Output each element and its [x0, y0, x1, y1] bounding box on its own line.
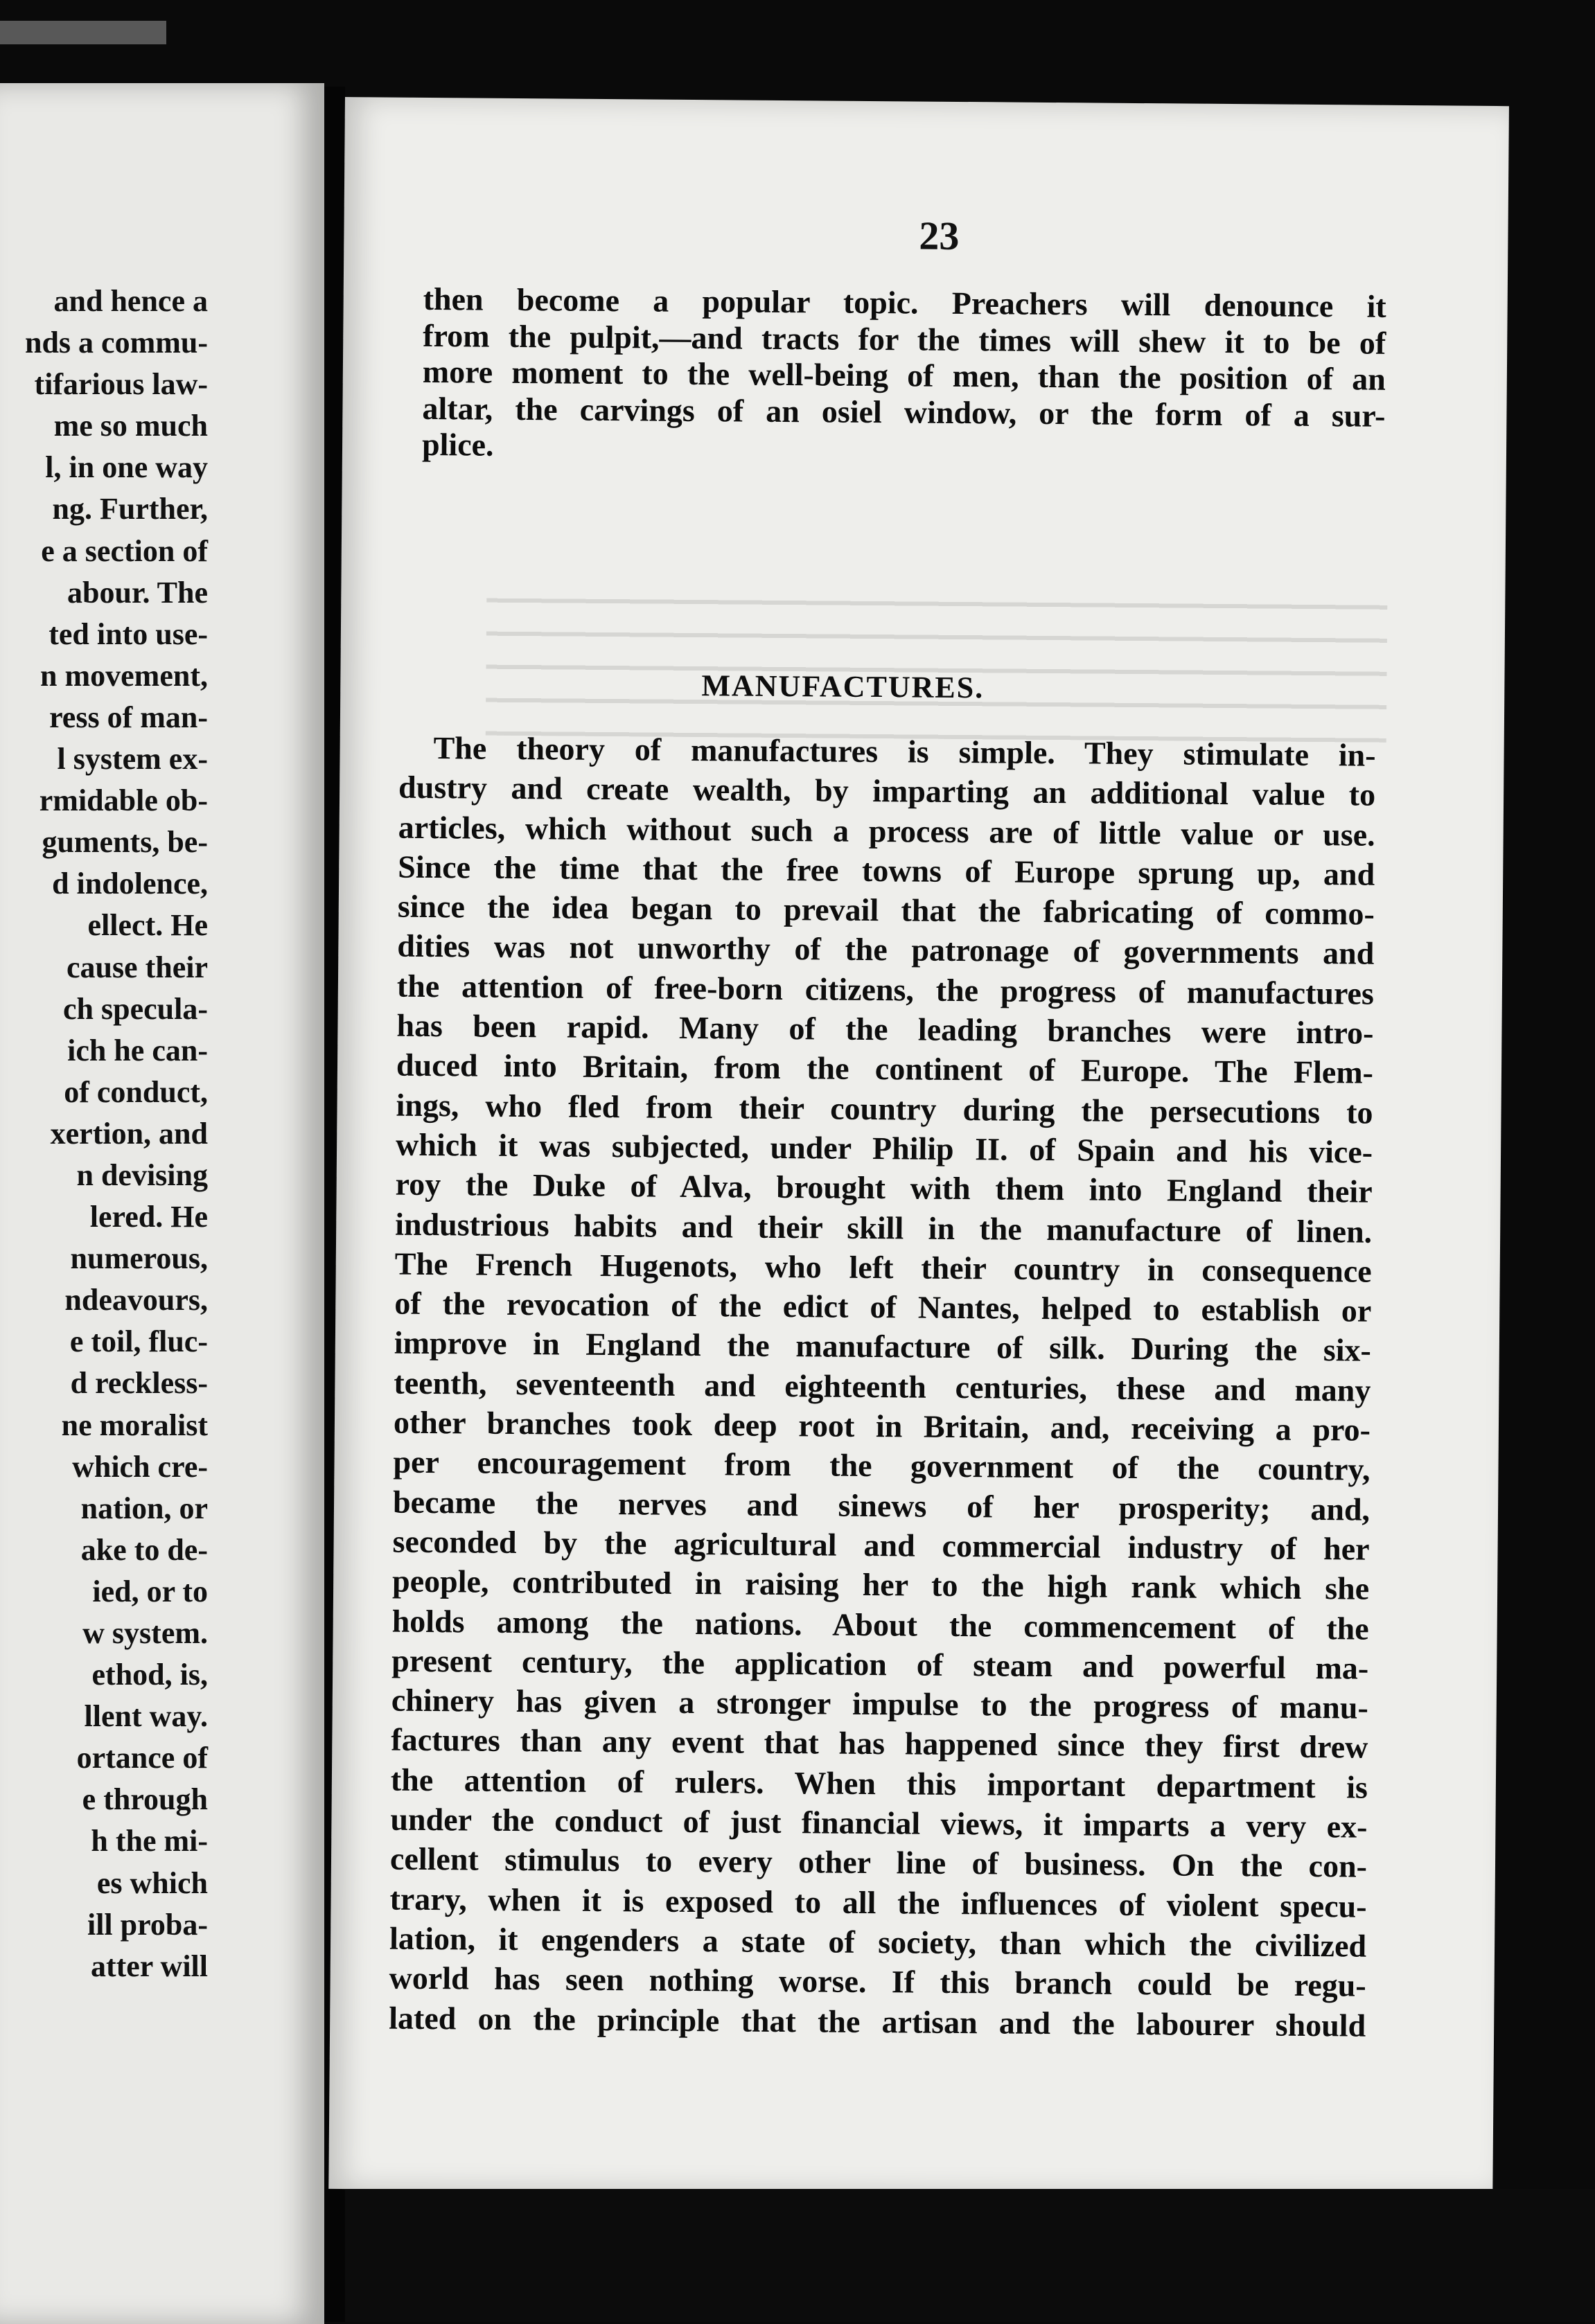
left-page-line: e a section of	[41, 533, 208, 568]
body-line: became the nerves and sinews of her prosperity; and,	[392, 1484, 1371, 1527]
body-line: the attention of free-born citizens, the progress of manufactures	[396, 968, 1375, 1011]
scan-edge-strip	[0, 21, 166, 44]
body-line: under the conduct of just financial views, it imparts a very ex-	[390, 1801, 1368, 1845]
right-page	[328, 97, 1509, 2198]
left-page-line: d indolence,	[52, 867, 208, 901]
intro-line: altar, the carvings of an osiel window, or the form of a sur-	[422, 390, 1386, 434]
scan-top-border	[0, 0, 1595, 97]
intro-line: plice.	[421, 427, 494, 463]
scan-bottom-border	[345, 2189, 1595, 2322]
left-page-line: ill proba-	[87, 1907, 208, 1942]
body-line: The theory of manufactures is simple. They stimulate in-	[433, 730, 1376, 773]
left-page-line: w system.	[82, 1616, 208, 1650]
body-line: the attention of rulers. When this important department is	[390, 1762, 1368, 1805]
left-page-line: l, in one way	[45, 450, 208, 485]
left-page-line: and hence a	[53, 284, 208, 318]
left-page-line: atter will	[90, 1949, 208, 1983]
left-page-line: ch specula-	[63, 991, 208, 1026]
left-page-line: n devising	[76, 1157, 208, 1192]
left-page-line: cause their	[66, 950, 208, 984]
left-page-line: ress of man-	[49, 700, 208, 734]
body-line: cellent stimulus to every other line of business. On the con-	[389, 1840, 1368, 1884]
left-page-line: es which	[96, 1865, 208, 1900]
left-page-line: which cre-	[72, 1449, 208, 1484]
left-page-line: rmidable ob-	[39, 783, 208, 818]
intro-paragraph	[422, 281, 1386, 471]
left-page-line: e toil, fluc-	[69, 1324, 208, 1359]
body-line: which it was subjected, under Philip II. of Spain and his vice-	[395, 1126, 1373, 1170]
scan-right-border	[1509, 97, 1595, 2322]
body-line: lated on the principle that the artisan and the labourer should	[389, 2000, 1366, 2043]
body-line: chinery has given a stronger impulse to the progress of manu-	[391, 1682, 1368, 1726]
body-line: articles, which without such a process are of little value or use.	[398, 809, 1375, 853]
left-page-line: ied, or to	[92, 1574, 208, 1608]
left-page-line: ng. Further,	[52, 492, 208, 526]
bleed-through-text	[486, 583, 1388, 743]
body-line: other branches took deep root in Britain, and, receiving a pro-	[393, 1404, 1371, 1448]
body-line: industrious habits and their skill in the manufacture of linen.	[395, 1206, 1373, 1250]
left-page-line: llent way.	[84, 1699, 208, 1734]
left-page-line: tifarious law-	[34, 367, 208, 402]
body-line: holds among the nations. About the commencement of the	[391, 1603, 1369, 1647]
left-page-line: h the mi-	[91, 1824, 208, 1859]
body-line: The French Hugenots, who left their country in consequence	[394, 1245, 1372, 1289]
page-number: 23	[919, 213, 960, 258]
left-page-line: nds a commu-	[24, 326, 208, 360]
body-line: world has seen nothing worse. If this branch could be regu-	[389, 1960, 1366, 2003]
body-line: lation, it engenders a state of society, than which the civilized	[389, 1920, 1367, 1964]
left-page-line: numerous,	[70, 1241, 208, 1276]
body-line: dustry and create wealth, by imparting an additional value to	[398, 769, 1376, 813]
left-page-line: l system ex-	[57, 742, 208, 777]
body-line: ings, who fled from their country during the persecutions to	[396, 1087, 1373, 1130]
left-page-line: ndeavours,	[64, 1283, 208, 1318]
left-page-line: ake to de-	[80, 1532, 208, 1567]
body-line: since the idea began to prevail that the fabricating of commo-	[397, 888, 1375, 932]
left-page-line: guments, be-	[42, 825, 208, 860]
body-line: improve in England the manufacture of silk. During the six-	[394, 1325, 1372, 1369]
left-page-line: ellect. He	[87, 908, 208, 943]
left-page-line: ich he can-	[67, 1033, 208, 1067]
intro-line: then become a popular topic. Preachers will denounce it	[423, 281, 1386, 324]
left-page-line: ne moralist	[61, 1408, 208, 1442]
body-line: of the revocation of the edict of Nantes, helped to establish or	[394, 1285, 1372, 1329]
intro-line: more moment to the well-being of men, than the position of an	[422, 354, 1386, 397]
left-page-line: abour. The	[67, 575, 208, 610]
body-line: present century, the application of steam and powerful ma-	[391, 1642, 1369, 1686]
body-line: teenth, seventeenth and eighteenth centuries, these and many	[394, 1365, 1371, 1408]
left-facing-page	[0, 83, 324, 2324]
body-line: duced into Britain, from the continent of Europe. The Flem-	[396, 1047, 1374, 1091]
left-page-line: nation, or	[80, 1491, 208, 1525]
body-line: per encouragement from the government of the country,	[393, 1444, 1371, 1488]
left-page-text	[0, 281, 208, 1987]
body-line: dities was not unworthy of the patronage of governments and	[397, 928, 1375, 972]
body-line: Since the time that the free towns of Europe sprung up, and	[398, 849, 1375, 892]
body-line: factures than any event that has happened since they first drew	[391, 1722, 1368, 1766]
body-line: seconded by the agricultural and commercial industry of her	[392, 1523, 1370, 1567]
left-page-line: lered. He	[89, 1200, 208, 1234]
left-page-line: d reckless-	[70, 1366, 208, 1401]
section-heading: MANUFACTURES.	[701, 668, 985, 705]
left-page-line: ted into use-	[49, 617, 208, 651]
left-page-line: xertion, and	[50, 1116, 208, 1151]
left-page-line: ortance of	[76, 1741, 208, 1775]
left-page-line: n movement,	[40, 658, 208, 693]
left-page-line: me so much	[53, 409, 208, 443]
left-page-line: of conduct,	[64, 1074, 208, 1109]
body-line: has been rapid. Many of the leading branches were intro-	[396, 1007, 1374, 1051]
intro-line: from the pulpit,—and tracts for the times will shew it to be of	[423, 317, 1386, 361]
body-line: people, contributed in raising her to the high rank which she	[391, 1563, 1370, 1606]
left-page-line: e through	[82, 1782, 208, 1817]
section-body	[389, 728, 1376, 2046]
left-page-line: ethod, is,	[91, 1658, 208, 1692]
body-line: trary, when it is exposed to all the influences of violent specu-	[389, 1881, 1367, 1924]
body-line: roy the Duke of Alva, brought with them into England their	[395, 1166, 1373, 1209]
